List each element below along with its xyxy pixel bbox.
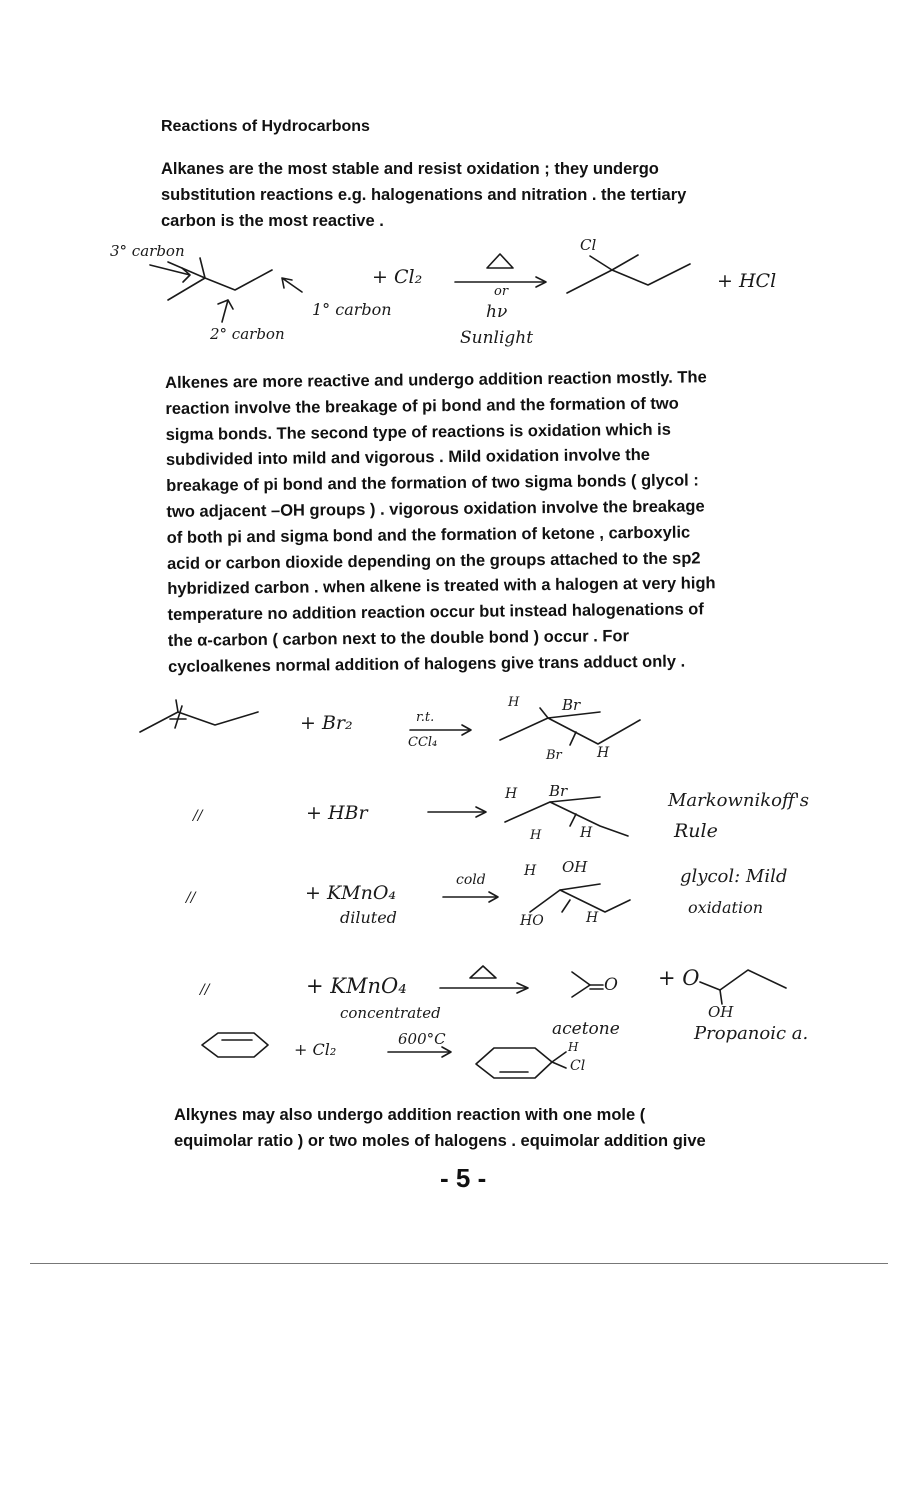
hbr-reagent: + HBr [306, 802, 368, 824]
chloro-product [567, 255, 690, 293]
isopentane-structure [150, 258, 302, 322]
acetone-structure [572, 972, 603, 997]
glycol-structure [530, 884, 630, 912]
ditto-mark: // [200, 982, 210, 998]
chlorine-reagent: + Cl₂ [294, 1040, 337, 1059]
bromoalkane-structure [505, 797, 628, 836]
heat-symbol [503, 237, 504, 238]
ditto-mark: // [193, 808, 203, 824]
arrow-r5 [388, 1047, 451, 1057]
rule-note: Rule [674, 820, 718, 842]
primary-carbon-label: 1° carbon [312, 300, 392, 319]
text-line: breakage of pi bond and the formation of two sigma bonds ( glycol : [166, 471, 699, 496]
ketone-oxygen: O [604, 975, 618, 995]
hydrogen-atom: H [524, 863, 537, 879]
kmno4-reagent: + KMnO₄ [305, 882, 397, 904]
cyclohexene-structure [202, 1033, 268, 1057]
arrow-r3 [443, 892, 498, 902]
bromine-atom-top: Br [562, 696, 581, 714]
text-line: temperature no addition reaction occur but instead halogenations of [167, 600, 704, 625]
acetone-label: acetone [552, 1019, 620, 1039]
temperature-label: 600°C [398, 1030, 446, 1048]
text-line: Alkanes are the most stable and resist oxidation ; they undergo [161, 160, 659, 178]
text-line: Alkenes are more reactive and undergo addition reaction mostly. The [165, 368, 707, 392]
tertiary-carbon-label: 3° carbon [110, 242, 185, 260]
kmno4-reagent: + KMnO₄ [306, 974, 407, 998]
chlorine-atom: Cl [570, 1058, 586, 1074]
hydrogen-atom-2: H [597, 745, 610, 761]
light-label: hν [486, 302, 508, 322]
text-line: substitution reactions e.g. halogenations and nitration . the tertiary [161, 185, 687, 204]
hcl-product: + HCl [717, 270, 777, 292]
text-line: acid or carbon dioxide depending on the groups attached to the sp2 [166, 548, 701, 573]
text-line: cycloalkenes normal addition of halogens give trans adduct only . [168, 652, 686, 676]
room-temp-label: r.t. [416, 710, 435, 725]
text-line: equimolar ratio ) or two moles of halogens . equimolar addition give [174, 1131, 706, 1150]
hydrogen-atom-4: H [580, 825, 593, 841]
text-line: carbon is the most reactive . [161, 211, 384, 230]
arrow-r2 [428, 807, 486, 817]
text-line: Alkynes may also undergo addition reaction with one mole ( [174, 1106, 646, 1124]
hydrogen-atom-2: H [586, 910, 599, 926]
glycol-note: glycol: Mild [680, 866, 788, 887]
propanoic-structure [700, 970, 786, 1004]
concentrated-label: concentrated [340, 1004, 441, 1022]
bromine-reagent: + Br₂ [300, 712, 353, 734]
oxidation-note: oxidation [688, 898, 764, 917]
cold-label: cold [456, 872, 486, 888]
alkynes-paragraph [174, 1103, 814, 1155]
chlorocyclohexene-structure [476, 1048, 566, 1078]
chlorine-reagent: + Cl₂ [372, 266, 423, 288]
text-line: hybridized carbon . when alkene is treated with a halogen at very high [167, 574, 716, 599]
bromine-atom-bottom: Br [546, 748, 562, 763]
hydrogen-atom-3: H [530, 828, 542, 843]
ditto-mark: // [186, 890, 196, 906]
or-label: or [494, 284, 509, 299]
text-line: two adjacent –OH groups ) . vigorous oxidation involve the breakage [166, 497, 705, 521]
arrow-1 [455, 254, 546, 287]
arrow-r1 [410, 725, 471, 735]
propanoic-acid-label: Propanoic a. [694, 1023, 809, 1044]
hydroxyl-label: OH [708, 1003, 734, 1021]
sunlight-label: Sunlight [460, 328, 534, 348]
text-line: sigma bonds. The second type of reactions is oxidation which is [165, 420, 671, 444]
diluted-label: diluted [340, 908, 397, 927]
hydrogen-atom: H [505, 786, 518, 802]
markownikoff-note: Markownikoff's [668, 790, 809, 811]
arrow-r4 [440, 966, 528, 993]
hydrogen-atom: H [568, 1040, 579, 1054]
carboxyl-oxygen: + O [658, 966, 700, 990]
text-line: of both pi and sigma bond and the formation of ketone , carboxylic [166, 523, 691, 547]
page-heading: Reactions of Hydrocarbons [161, 118, 370, 135]
solvent-label: CCl₄ [408, 735, 438, 750]
text-line: subdivided into mild and vigorous . Mild oxidation involve the [165, 446, 651, 470]
hydrogen-atom: H [508, 695, 520, 710]
page-divider [30, 1263, 888, 1264]
text-line: reaction involve the breakage of pi bond and the formation of two [165, 394, 679, 418]
secondary-carbon-label: 2° carbon [210, 325, 285, 343]
alkene-structure [140, 700, 258, 732]
alkenes-paragraph [165, 364, 808, 680]
text-line: the α-carbon ( carbon next to the double bond ) occur . For [167, 627, 630, 650]
bromine-atom: Br [549, 782, 568, 800]
chlorine-atom: Cl [580, 236, 597, 254]
page-number: - 5 - [440, 1163, 487, 1193]
hydroxyl-bottom: HO [520, 913, 544, 929]
hydroxyl-top: OH [562, 858, 588, 876]
